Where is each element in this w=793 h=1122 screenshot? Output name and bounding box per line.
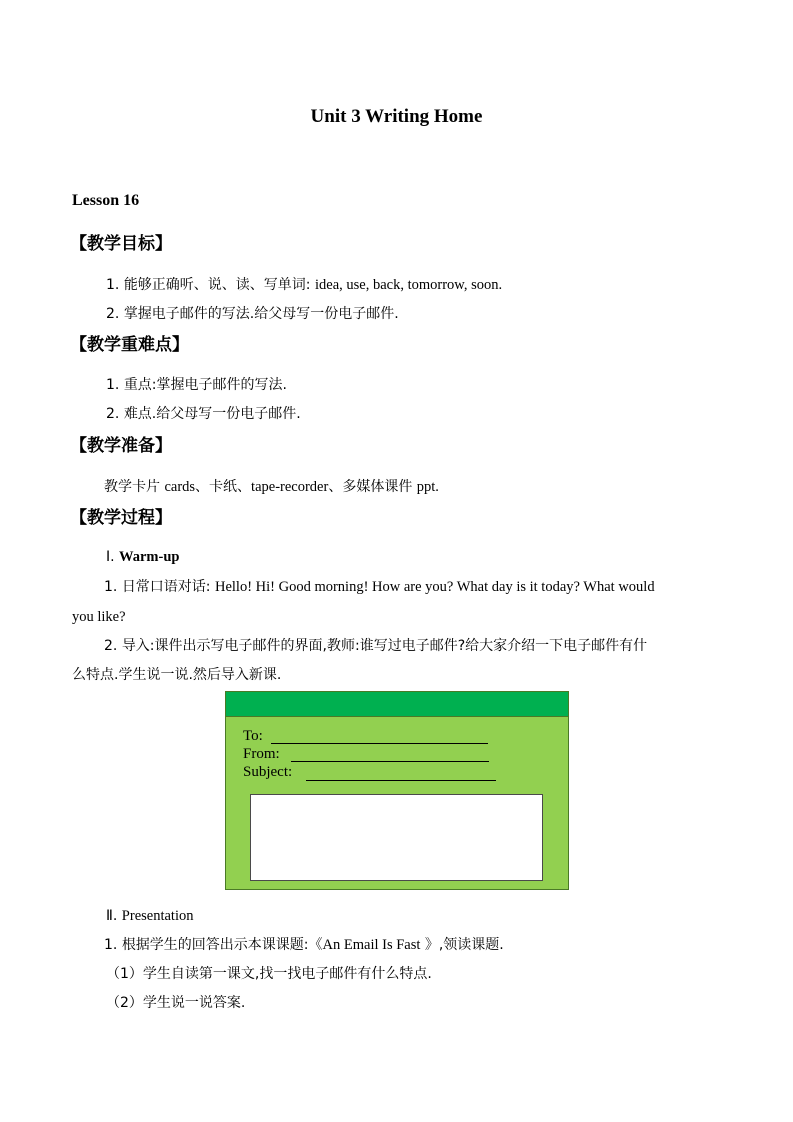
email-subject-underline xyxy=(306,780,496,781)
prep-en-1: cards xyxy=(164,479,196,495)
item-text-cn: 根据学生的回答出示本课课题:《 xyxy=(121,937,323,953)
prep-en-2: tape-recorder xyxy=(251,479,329,495)
part-label: Ⅱ. xyxy=(106,908,118,924)
item-number: 2. xyxy=(104,638,118,654)
lesson-heading: Lesson 16 xyxy=(72,192,140,209)
key-point-item-1 xyxy=(106,375,287,395)
email-subject-label: Subject: xyxy=(243,764,293,780)
warmup-item-2 xyxy=(104,636,647,656)
objective-item-2 xyxy=(106,304,399,324)
part-title: Warm-up xyxy=(119,549,180,565)
warmup-item-1 xyxy=(104,577,655,597)
prep-en-3: ppt. xyxy=(416,479,439,495)
email-form-header-bar xyxy=(226,692,568,717)
email-to-underline xyxy=(271,743,488,744)
item-text-en: Hello! Hi! Good morning! How are you? What day is it today? What would xyxy=(214,579,655,595)
item-number: 2. xyxy=(106,306,120,322)
email-to-label: To: xyxy=(243,728,263,744)
objective-item-1 xyxy=(106,275,502,295)
item-number: 1. xyxy=(106,377,120,393)
email-body-area xyxy=(250,794,543,881)
item-text: 重点:掌握电子邮件的写法. xyxy=(123,377,287,393)
part-title: Presentation xyxy=(121,908,194,924)
presentation-heading xyxy=(106,906,193,926)
lesson-title-text: An Email Is Fast xyxy=(322,937,421,953)
warmup-heading xyxy=(106,547,179,567)
item-number: 1. xyxy=(104,937,118,953)
key-point-item-2 xyxy=(106,404,301,424)
item-text-cn: 能够正确听、说、读、写单词: xyxy=(123,277,315,293)
presentation-sub-1: （1）学生自读第一课文,找一找电子邮件有什么特点. xyxy=(106,966,432,982)
presentation-item-1 xyxy=(104,935,504,955)
presentation-sub-2: （2）学生说一说答案. xyxy=(106,995,246,1011)
item-text-cn: 掌握电子邮件的写法.给父母写一份电子邮件. xyxy=(123,306,399,322)
process-heading: 【教学过程】 xyxy=(70,508,172,528)
email-from-underline xyxy=(291,761,489,762)
item-text: 导入:课件出示写电子邮件的界面,教师:谁写过电子邮件?给大家介绍一下电子邮件有什 xyxy=(121,638,648,654)
item-number: 1. xyxy=(104,579,118,595)
email-from-label: From: xyxy=(243,746,280,762)
prep-cn-2: 、卡纸、 xyxy=(195,479,252,495)
objectives-heading: 【教学目标】 xyxy=(70,234,172,254)
item-text-en: idea, use, back, tomorrow, soon. xyxy=(314,277,503,293)
preparation-text xyxy=(104,477,439,497)
prep-cn-1: 教学卡片 xyxy=(104,479,165,495)
document-title: Unit 3 Writing Home xyxy=(310,106,483,127)
item-text: 难点.给父母写一份电子邮件. xyxy=(123,406,301,422)
warmup-item-2-continued: 么特点.学生说一说.然后导入新课. xyxy=(72,667,282,683)
warmup-item-1-continued xyxy=(72,607,126,627)
prep-cn-3: 、多媒体课件 xyxy=(328,479,417,495)
item-text-cn-end: 》,领读课题. xyxy=(420,937,504,953)
item-text-en: you like? xyxy=(72,609,126,625)
key-points-heading: 【教学重难点】 xyxy=(70,335,189,355)
item-text-cn: 日常口语对话: xyxy=(121,579,215,595)
item-number: 1. xyxy=(106,277,120,293)
part-label: Ⅰ. xyxy=(106,549,115,565)
email-form-figure xyxy=(225,691,569,890)
preparation-heading: 【教学准备】 xyxy=(70,436,172,456)
item-number: 2. xyxy=(106,406,120,422)
